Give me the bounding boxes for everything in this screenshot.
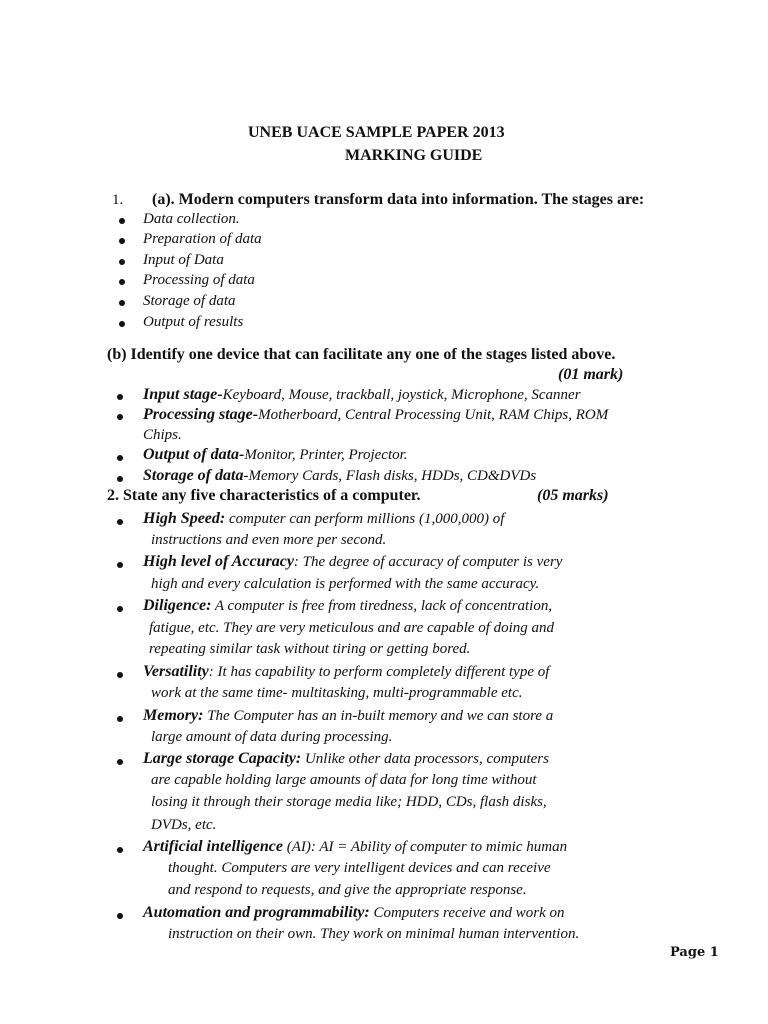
- characteristic-text-cont: repeating similar task without tiring or getting bored.: [149, 641, 471, 657]
- bullet-icon: [119, 321, 125, 327]
- stage-item: Output of results: [143, 314, 244, 330]
- stage-item: Processing of data: [143, 272, 255, 288]
- device-item: [143, 406, 608, 424]
- characteristic-text-cont: instructions and even more per second.: [151, 532, 387, 548]
- characteristic-text-cont: large amount of data during processing.: [151, 729, 393, 745]
- page-number: Page 1: [670, 945, 719, 960]
- stage-item: Storage of data: [143, 293, 236, 309]
- bullet-icon: [117, 672, 123, 678]
- bullet-icon: [117, 519, 123, 525]
- device-text: Motherboard, Central Processing Unit, RAM Chips, ROM: [258, 407, 609, 423]
- bullet-icon: [117, 606, 123, 612]
- bullet-icon: [117, 476, 123, 482]
- bullet-icon: [119, 279, 125, 285]
- characteristic-term: Artificial intelligence: [143, 838, 283, 855]
- bullet-icon: [117, 759, 123, 765]
- bullet-icon: [117, 562, 123, 568]
- characteristic-text-cont: high and every calculation is performed with the same accuracy.: [151, 576, 540, 592]
- characteristic-text-cont: DVDs, etc.: [151, 817, 217, 833]
- characteristic-text-cont: thought. Computers are very intelligent devices and can receive: [168, 860, 551, 876]
- characteristic-item: [143, 750, 549, 768]
- characteristic-item: [143, 838, 567, 856]
- question-1b: (b) Identify one device that can facilitate any one of the stages listed above.: [107, 346, 616, 363]
- characteristic-text-cont: are capable holding large amounts of data for long time without: [151, 772, 537, 788]
- device-text: -Memory Cards, Flash disks, HDDs, CD&DVDs: [243, 468, 537, 484]
- device-term: Input stage-: [143, 386, 223, 403]
- stage-item: Input of Data: [143, 252, 224, 268]
- device-term: Processing stage-: [143, 406, 259, 423]
- device-item: [143, 467, 536, 485]
- characteristic-item: [143, 707, 553, 725]
- characteristic-text-cont: losing it through their storage media like; HDD, CDs, flash disks,: [151, 794, 547, 810]
- bullet-icon: [117, 455, 123, 461]
- characteristic-text-cont: work at the same time- multitasking, multi-programmable etc.: [151, 685, 523, 701]
- characteristic-text-cont: instruction on their own. They work on minimal human intervention.: [168, 926, 580, 942]
- characteristic-term: Memory:: [143, 707, 204, 724]
- stage-item: Preparation of data: [143, 231, 262, 247]
- bullet-icon: [117, 716, 123, 722]
- document-subtitle: MARKING GUIDE: [345, 147, 483, 164]
- bullet-icon: [117, 414, 123, 420]
- characteristic-item: [143, 510, 504, 528]
- characteristic-text: : It has capability to perform completely different type of: [208, 664, 550, 680]
- device-item: [143, 446, 408, 464]
- device-term: Storage of data: [143, 467, 244, 484]
- stage-item: Data collection.: [143, 211, 240, 227]
- bullet-icon: [119, 238, 125, 244]
- marks-label: (01 mark): [558, 366, 624, 383]
- bullet-icon: [119, 218, 125, 224]
- characteristic-term: Diligence:: [143, 597, 212, 614]
- characteristic-text-cont: fatigue, etc. They are very meticulous and are capable of doing and: [149, 620, 555, 636]
- question-2: 2. State any five characteristics of a computer.: [107, 487, 421, 504]
- characteristic-text: The Computer has an in-built memory and we can store a: [203, 708, 554, 724]
- characteristic-item: [143, 597, 552, 615]
- characteristic-text: computer can perform millions (1,000,000) of: [225, 511, 505, 527]
- characteristic-term: Large storage Capacity:: [143, 750, 302, 767]
- bullet-icon: [117, 847, 123, 853]
- question-number: 1.: [112, 192, 124, 208]
- characteristic-term: High level of Accuracy: [143, 553, 294, 570]
- characteristic-item: [143, 553, 562, 571]
- device-text: Monitor, Printer, Projector.: [244, 447, 408, 463]
- characteristic-term: Automation and programmability:: [143, 904, 370, 921]
- device-item: [143, 386, 581, 404]
- characteristic-text: (AI): AI = Ability of computer to mimic human: [282, 839, 568, 855]
- bullet-icon: [117, 394, 123, 400]
- device-text: Keyboard, Mouse, trackball, joystick, Microphone, Scanner: [222, 387, 581, 403]
- characteristic-term: High Speed:: [143, 510, 226, 527]
- characteristic-text: Unlike other data processors, computers: [301, 751, 549, 767]
- device-text-cont: Chips.: [143, 427, 182, 443]
- characteristic-text: : The degree of accuracy of computer is very: [293, 554, 563, 570]
- characteristic-term: Versatility: [143, 663, 209, 680]
- bullet-icon: [119, 259, 125, 265]
- document-title: UNEB UACE SAMPLE PAPER 2013: [248, 124, 505, 141]
- device-term: Output of data-: [143, 446, 245, 463]
- characteristic-item: [143, 904, 565, 922]
- bullet-icon: [117, 913, 123, 919]
- characteristic-text: Computers receive and work on: [369, 905, 565, 921]
- characteristic-item: [143, 663, 549, 681]
- marks-label: (05 marks): [537, 487, 609, 504]
- characteristic-text: A computer is free from tiredness, lack of concentration,: [211, 598, 553, 614]
- bullet-icon: [119, 300, 125, 306]
- characteristic-text-cont: and respond to requests, and give the appropriate response.: [168, 882, 527, 898]
- question-1a: (a). Modern computers transform data into information. The stages are:: [152, 191, 645, 208]
